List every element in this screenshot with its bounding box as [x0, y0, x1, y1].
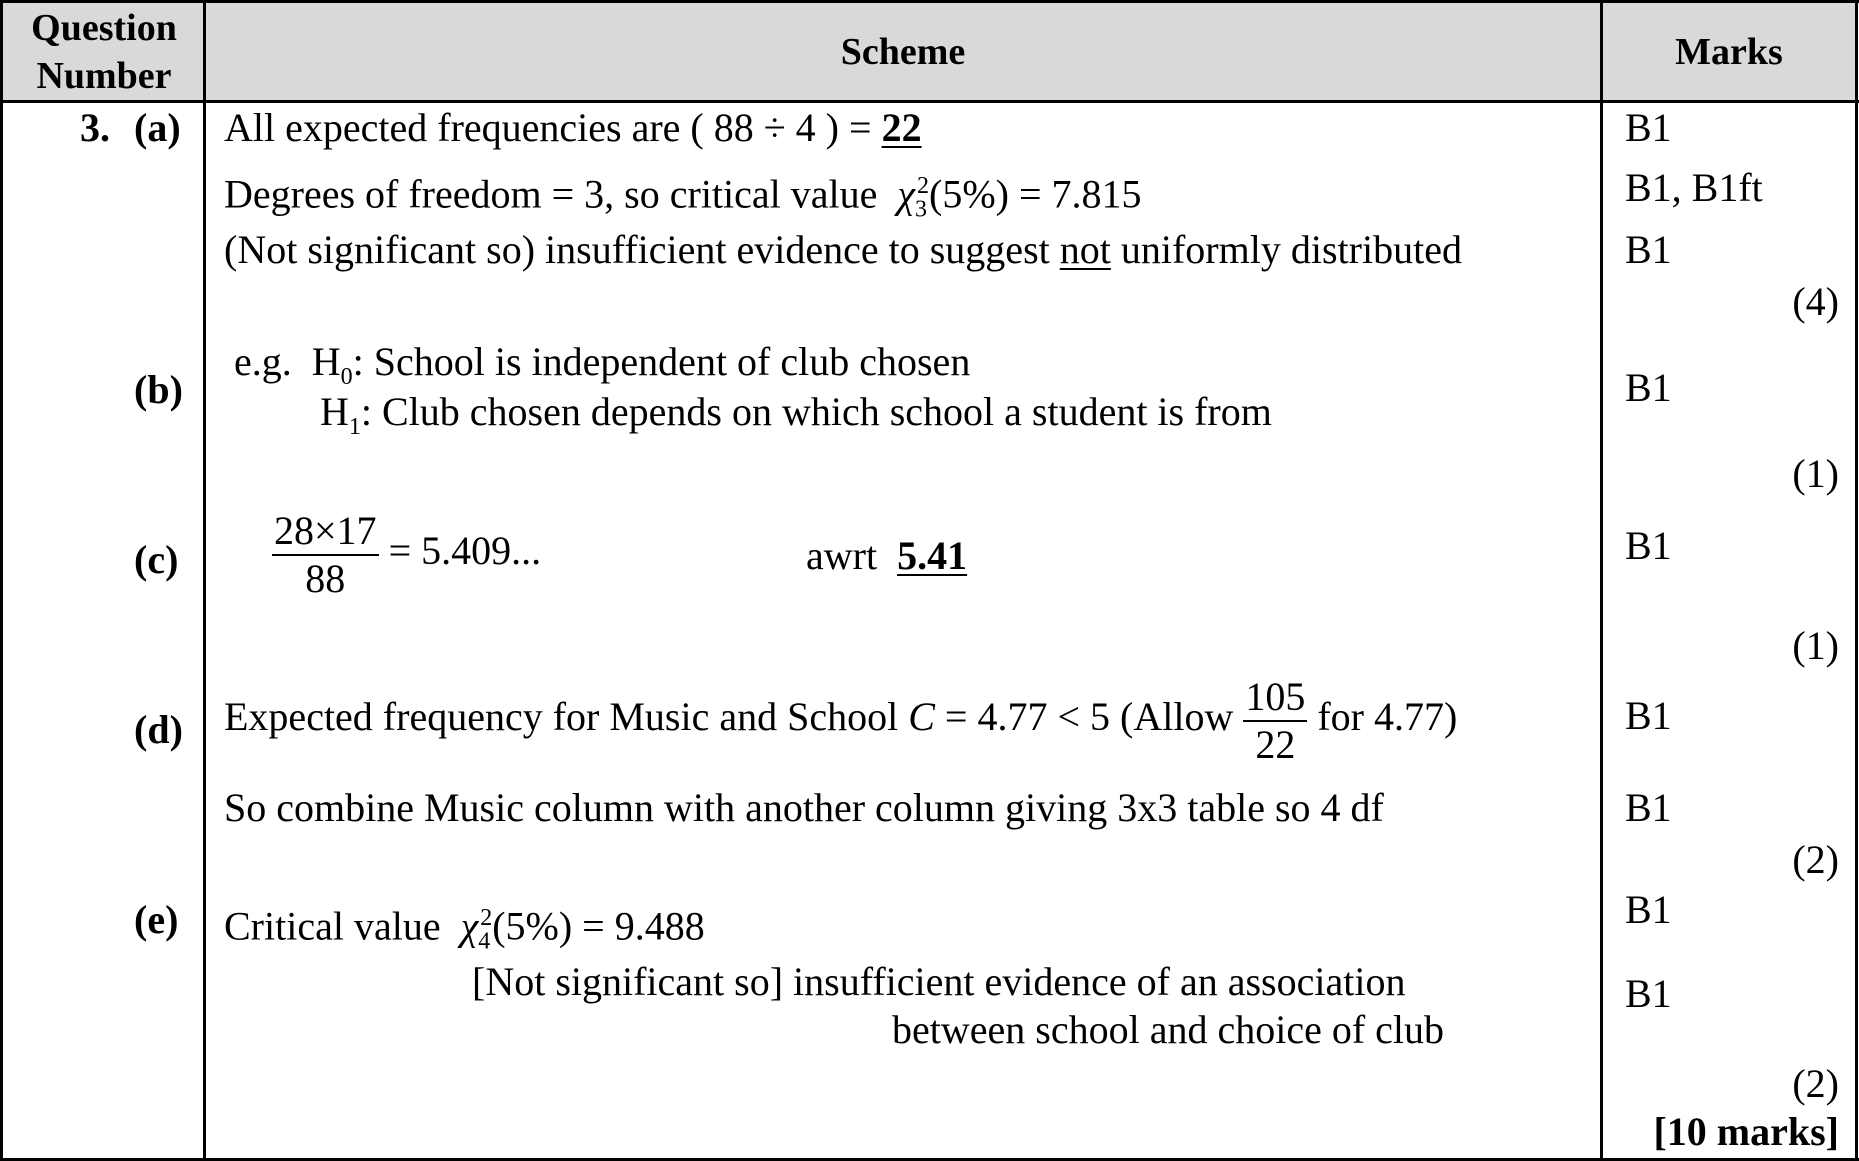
part-c-fraction	[272, 508, 541, 602]
part-e-line1-text: Critical value	[224, 903, 441, 949]
part-a-mark-3: B1	[1625, 227, 1672, 272]
part-e-total: (2)	[1792, 1061, 1839, 1106]
part-c-denominator: 88	[305, 556, 346, 601]
chi-power-e: 2	[480, 905, 493, 931]
part-d-label: (d)	[134, 707, 183, 752]
chi-symbol-e: χ	[450, 903, 479, 949]
header-question-number: Question Number	[31, 7, 177, 97]
part-d-line1-mid: = 4.77 < 5 (Allow	[944, 694, 1234, 740]
part-d-line1	[224, 674, 1457, 768]
chi-power: 2	[917, 173, 930, 199]
part-e-label: (e)	[134, 897, 179, 942]
part-d-numerator: 105	[1243, 674, 1307, 722]
part-e-critical-value: (5%) = 9.488	[492, 903, 705, 949]
part-b-mark-1: B1	[1625, 365, 1672, 410]
part-c-awrt	[806, 532, 967, 580]
part-e-mark-2: B1	[1625, 971, 1672, 1016]
table-border-right	[1855, 0, 1858, 1161]
part-c-total: (1)	[1792, 623, 1839, 668]
part-c-frac	[272, 508, 379, 602]
header-marks: Marks	[1675, 31, 1783, 73]
chi-df-e: 4	[478, 928, 491, 955]
column-divider-1	[203, 0, 206, 1161]
part-e-line1	[224, 894, 705, 965]
part-a-line2-text: Degrees of freedom = 3, so critical value	[224, 171, 878, 217]
part-c-label: (c)	[134, 537, 179, 582]
part-c-result: = 5.409...	[388, 528, 542, 574]
part-e-line2: [Not significant so] insufficient evidence of an association	[472, 959, 1406, 1004]
part-a-not: not	[1059, 227, 1111, 272]
question-number: 3.	[80, 105, 110, 150]
part-a-mark-2: B1, B1ft	[1625, 165, 1763, 210]
chi-df: 3	[915, 196, 928, 223]
part-c-numerator: 28×17	[272, 508, 379, 556]
h1-sub: 1	[348, 414, 361, 440]
part-d-frac	[1243, 674, 1307, 768]
part-d-line1-text: Expected frequency for Music and School	[224, 694, 899, 740]
grand-total: [10 marks]	[1653, 1109, 1839, 1154]
part-a-label: (a)	[134, 105, 181, 150]
h0-sub: 0	[340, 364, 353, 390]
part-d-line2: So combine Music column with another column giving 3x3 table so 4 df	[224, 785, 1384, 830]
table-border-left	[0, 0, 3, 1161]
part-d-mark-1: B1	[1625, 693, 1672, 738]
part-d-total: (2)	[1792, 837, 1839, 882]
part-a-critical-value: (5%) = 7.815	[929, 171, 1142, 217]
part-e-mark-1: B1	[1625, 887, 1672, 932]
part-b-h1-text: : Club chosen depends on which school a student is from	[360, 389, 1272, 434]
part-b-h0-text: : School is independent of club chosen	[352, 339, 971, 384]
part-d-line1-suffix: for 4.77)	[1317, 694, 1458, 740]
part-a-line3-suffix: uniformly distributed	[1120, 227, 1462, 272]
part-a-line3-text: (Not significant so) insufficient evidence to suggest	[224, 227, 1050, 272]
part-a-line3	[224, 226, 1462, 274]
part-b-h0: e.g. $H_0$: School is independent of club chosen	[234, 339, 971, 390]
part-c-answer: 5.41	[897, 533, 968, 578]
part-a-mark-1: B1	[1625, 105, 1672, 150]
part-a-line1-text: All expected frequencies are ( 88 ÷ 4 ) =	[224, 105, 872, 150]
part-c-mark-1: B1	[1625, 523, 1672, 568]
table-border-top	[0, 0, 1859, 3]
header-scheme: Scheme	[840, 31, 966, 73]
part-a-line2	[224, 162, 1142, 233]
part-b-label: (b)	[134, 367, 183, 412]
part-a-line1	[224, 104, 922, 152]
part-c-awrt-text: awrt	[806, 533, 878, 578]
chi-symbol: χ	[887, 171, 916, 217]
part-d-mark-2: B1	[1625, 785, 1672, 830]
part-d-denominator: 22	[1255, 722, 1296, 767]
part-a-answer: 22	[881, 105, 922, 150]
part-d-var: C	[908, 694, 935, 740]
part-a-total: (4)	[1792, 279, 1839, 324]
part-b-total: (1)	[1792, 451, 1839, 496]
part-b-eg: e.g.	[234, 339, 292, 384]
header-divider	[0, 100, 1859, 103]
column-divider-2	[1600, 0, 1603, 1161]
part-e-line3: between school and choice of club	[892, 1007, 1445, 1052]
part-b-h1: $H_1$: Club chosen depends on which school a student is from	[320, 389, 1272, 440]
